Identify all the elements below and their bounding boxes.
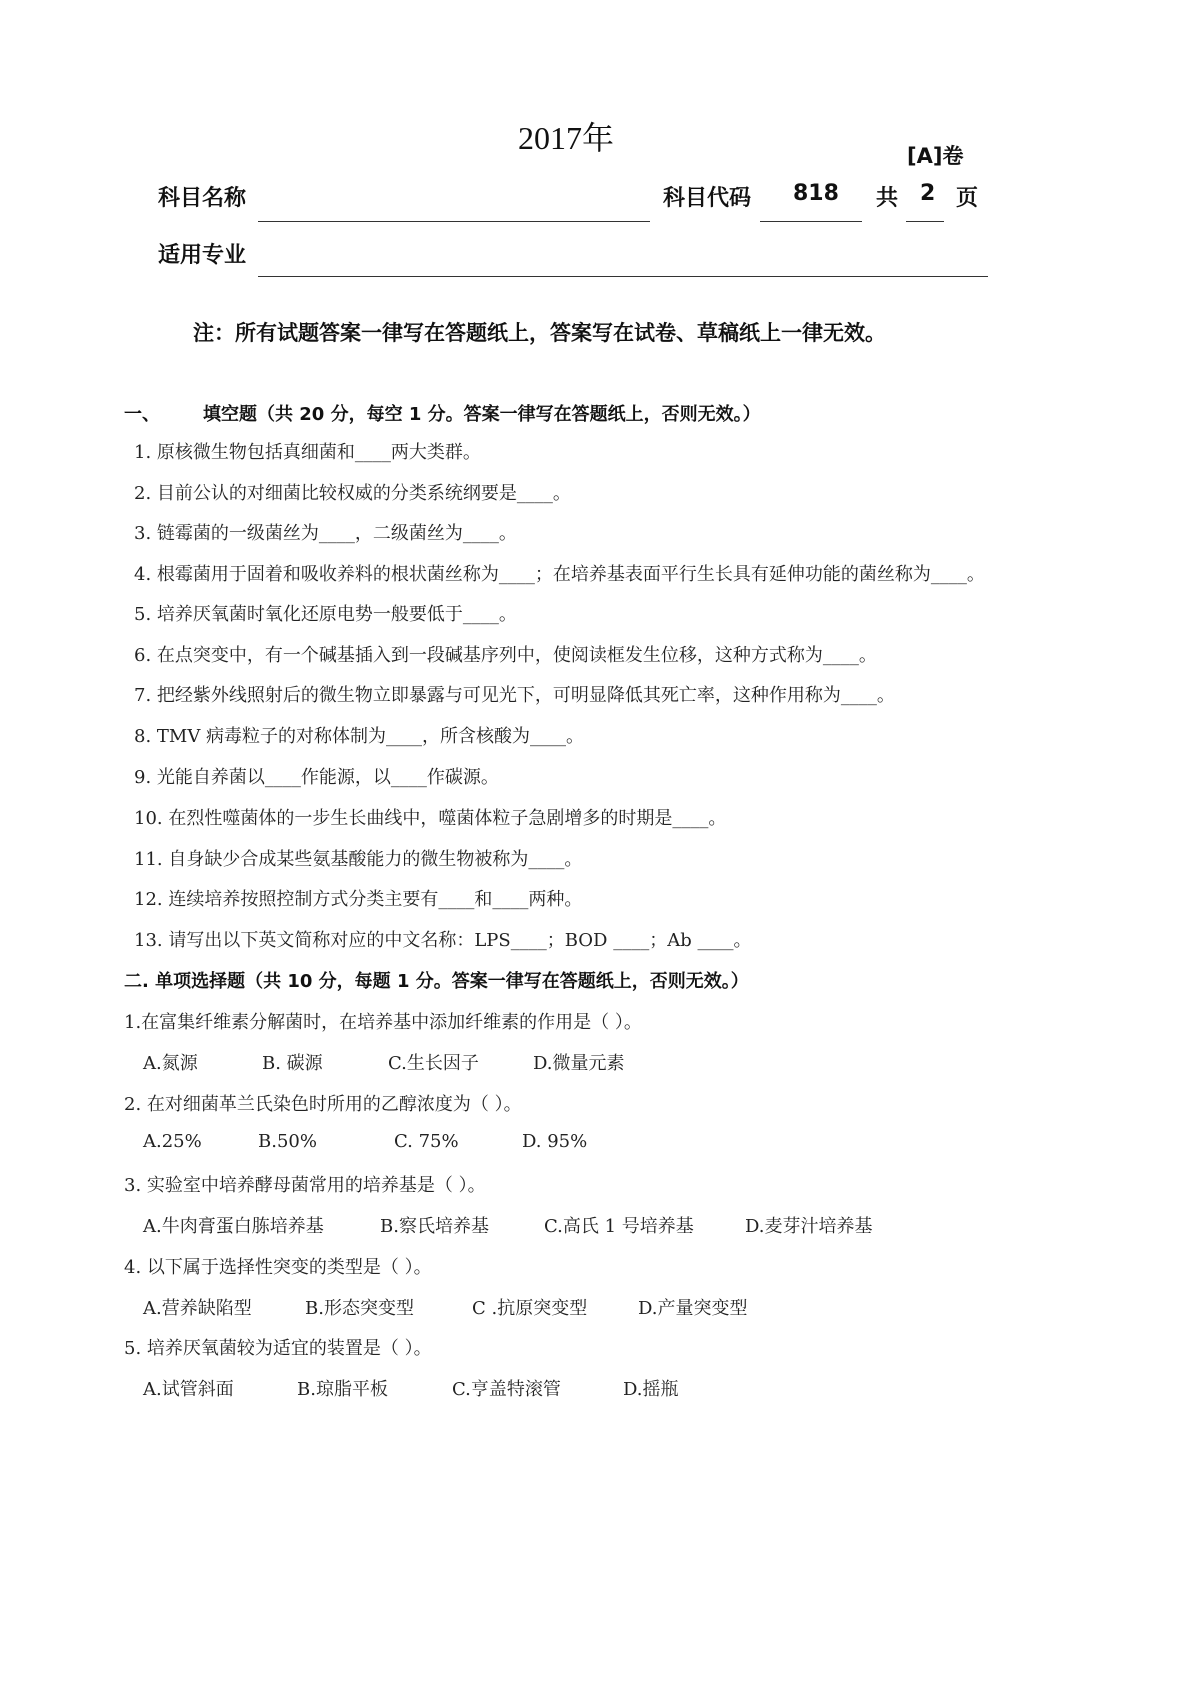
choice-option: D. 95% [522,1131,588,1152]
total-pages-blank [906,221,944,222]
fill-question: 1. 原核微生物包括真细菌和____两大类群。 [134,442,481,463]
fill-question: 10. 在烈性噬菌体的一步生长曲线中，噬菌体粒子急剧增多的时期是____。 [134,808,727,829]
choice-option: C .抗原突变型 [472,1298,588,1319]
fill-question: 6. 在点突变中，有一个碱基插入到一段碱基序列中，使阅读框发生位移，这种方式称为____。 [134,645,877,666]
choice-option: A.25% [143,1131,202,1152]
fill-question: 4. 根霉菌用于固着和吸收养料的根状菌丝称为____；在培养基表面平行生长具有延伸功能的菌丝称为____。 [134,564,985,585]
subject-name-label: 科目名称 [158,186,247,211]
choice-option: D.微量元素 [533,1053,625,1074]
section2-title: 二. 单项选择题（共 10 分，每题 1 分。答案一律写在答题纸上，否则无效。） [124,971,749,992]
choice-question: 2. 在对细菌革兰氏染色时所用的乙醇浓度为（ ）。 [124,1094,522,1115]
subject-code-label: 科目代码 [663,186,752,211]
fill-question: 13. 请写出以下英文简称对应的中文名称：LPS____；BOD ____；Ab ____。 [134,930,752,951]
fill-question: 12. 连续培养按照控制方式分类主要有____和____两种。 [134,889,583,910]
pages-label: 页 [956,186,979,211]
exam-year: 2017年 [518,120,615,156]
subject-code-value: 818 [793,181,839,206]
choice-option: A.试管斜面 [143,1379,234,1400]
choice-option: D.摇瓶 [623,1379,679,1400]
fill-question: 3. 链霉菌的一级菌丝为____，二级菌丝为____。 [134,523,517,544]
choice-option: C.亨盖特滚管 [452,1379,561,1400]
choice-question: 3. 实验室中培养酵母菌常用的培养基是（ ）。 [124,1175,486,1196]
choice-option: D.麦芽汁培养基 [745,1216,873,1237]
major-label: 适用专业 [158,243,247,268]
choice-option: B.形态突变型 [305,1298,414,1319]
section1-title: 填空题（共 20 分，每空 1 分。答案一律写在答题纸上，否则无效。） [203,404,761,425]
choice-option: A.营养缺陷型 [143,1298,252,1319]
paper-version: [A]卷 [907,144,964,168]
choice-option: B.琼脂平板 [297,1379,388,1400]
fill-question: 2. 目前公认的对细菌比较权威的分类系统纲要是____。 [134,483,571,504]
section1-number: 一、 [124,404,160,425]
choice-question: 1.在富集纤维素分解菌时，在培养基中添加纤维素的作用是（ ）。 [124,1012,642,1033]
choice-option: B.察氏培养基 [380,1216,489,1237]
fill-question: 8. TMV 病毒粒子的对称体制为____，所含核酸为____。 [134,726,585,747]
choice-option: B.50% [258,1131,317,1152]
choice-option: A.氮源 [143,1053,198,1074]
choice-option: B. 碳源 [262,1053,323,1074]
total-label: 共 [876,186,899,211]
choice-option: C.高氏 1 号培养基 [544,1216,694,1237]
choice-question: 4. 以下属于选择性突变的类型是（ ）。 [124,1257,432,1278]
subject-code-blank [760,221,862,222]
choice-option: C.生长因子 [388,1053,479,1074]
exam-note: 注：所有试题答案一律写在答题纸上，答案写在试卷、草稿纸上一律无效。 [193,321,886,345]
choice-question: 5. 培养厌氧菌较为适宜的装置是（ ）。 [124,1338,432,1359]
total-pages-value: 2 [920,181,936,206]
subject-name-blank [258,221,650,222]
choice-option: C. 75% [394,1131,459,1152]
choice-option: A.牛肉膏蛋白胨培养基 [143,1216,324,1237]
fill-question: 9. 光能自养菌以____作能源，以____作碳源。 [134,767,499,788]
choice-option: D.产量突变型 [638,1298,748,1319]
fill-question: 5. 培养厌氧菌时氧化还原电势一般要低于____。 [134,604,517,625]
fill-question: 7. 把经紫外线照射后的微生物立即暴露与可见光下，可明显降低其死亡率，这种作用称为____。 [134,685,895,706]
fill-question: 11. 自身缺少合成某些氨基酸能力的微生物被称为____。 [134,849,583,870]
major-blank [258,276,988,277]
